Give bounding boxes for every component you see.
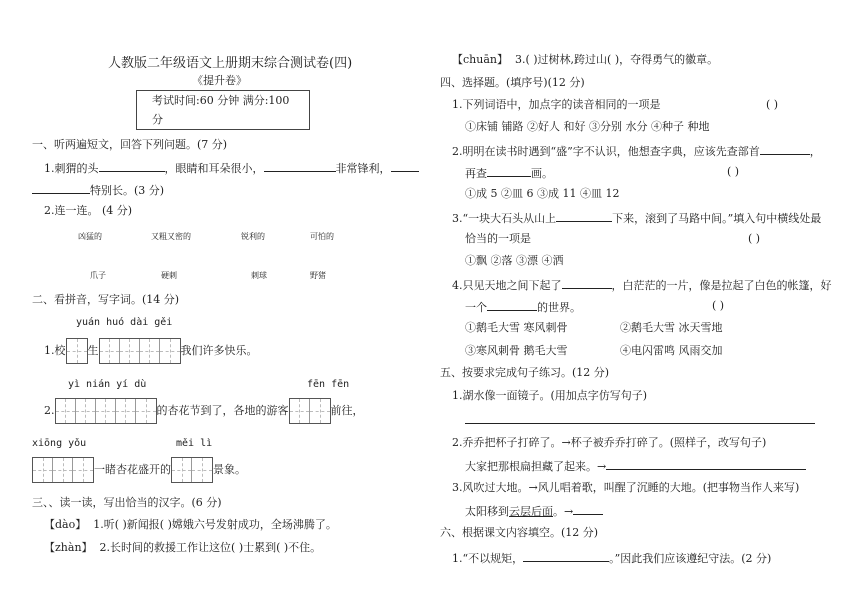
answer-blank[interactable] [556, 210, 612, 222]
q3-line2: 恰当的一项是 [465, 232, 531, 245]
q4-option-1: ①鹅毛大雪 寒风刺骨 [465, 321, 568, 334]
pinyin-row-2b: fēn fēn [307, 379, 350, 390]
q2-text-c: 再查 [465, 167, 487, 180]
q4-text-b: ，白茫茫的一片，像是拉起了白色的帐篷，好 [611, 279, 832, 292]
section-5-heading: 五、按要求完成句子练习。(12 分) [440, 366, 610, 379]
s3-line-2 [44, 541, 321, 555]
pinyin-tag: 【dào】 [44, 518, 87, 531]
q4-text-a: 4.只见天地之间下起了 [452, 279, 562, 292]
pinyin-tag: 【chuān】 [452, 53, 508, 66]
p2-text-a: 2. [44, 404, 55, 417]
pinyin-row-3a: xiōng yǒu [32, 438, 87, 449]
q2-line2 [465, 165, 553, 181]
p2-text-c: 前往， [330, 404, 364, 417]
answer-blank[interactable] [99, 160, 165, 172]
s5-q1: 1.湖水像一面镜子。(用加点字仿写句子) [452, 389, 648, 402]
q3-paren: ( ) [748, 232, 761, 245]
answer-blank[interactable] [32, 182, 90, 194]
answer-blank[interactable] [760, 143, 810, 155]
s5-q3-example [465, 503, 603, 519]
char-grid[interactable] [171, 457, 213, 483]
s3-line-3-text: 3.( )过树林,跨过山( )，夺得勇气的徽章。 [514, 53, 719, 66]
match-top-2: 又粗又密的 [151, 232, 191, 241]
s1-q1-text-b: ，眼睛和耳朵很小， [164, 162, 264, 175]
exam-info-line2: 分 [152, 113, 163, 126]
char-grid[interactable] [66, 338, 88, 364]
s3-line-1-text: 1.听( )新闻报( )嫦娥六号发射成功，全场沸腾了。 [93, 518, 337, 531]
q4-paren: ( ) [712, 299, 725, 312]
q4-text-d: 的世界。 [537, 301, 581, 314]
s5-q2-example-text: 大家把那根扁担藏了起来。→ [465, 460, 607, 473]
char-grid[interactable] [32, 457, 94, 483]
p3-text-b: 景象。 [213, 463, 246, 476]
p1-text-a: 1.校 [44, 344, 66, 357]
section-3-heading: 三、、读一读，写出恰当的汉字。(6 分) [32, 496, 222, 509]
s3-line-2-text: 2.长时间的救援工作让这位( )士累到( )不住。 [99, 541, 322, 554]
answer-blank[interactable] [487, 299, 537, 311]
s5-q3-underlined: 云层后面 [509, 505, 553, 518]
q4-text-c: 一个 [465, 301, 487, 314]
q2-options: ①成 5 ②皿 6 ③成 11 ④皿 12 [465, 187, 620, 200]
match-bottom-2: 硬刺 [161, 271, 177, 280]
answer-blank[interactable] [264, 160, 336, 172]
p3-text-a: 一睹杏花盛开的 [94, 463, 171, 476]
match-top-1: 凶猛的 [78, 232, 102, 241]
s1-q1-text-a: 1.刺猬的头 [44, 162, 99, 175]
pinyin-row-2a: yì nián yí dù [68, 379, 147, 390]
s1-q1-text-d: 特别长。(3 分) [90, 184, 165, 197]
q1-options: ①床铺 铺路 ②好人 和好 ③分别 水分 ④种子 种地 [465, 120, 710, 133]
s6-q1-text-a: 1.“不以规矩， [452, 552, 524, 565]
answer-blank[interactable] [606, 458, 806, 470]
page-title: 人教版二年级语文上册期末综合测试卷(四) [108, 56, 353, 71]
match-bottom-1: 爪子 [90, 271, 106, 280]
s1-q2: 2.连一连。 (4 分) [44, 204, 133, 217]
q2-line1 [452, 143, 821, 159]
answer-line[interactable] [465, 412, 815, 424]
answer-blank[interactable] [391, 160, 419, 172]
s5-q3-text-a: 太阳移到 [465, 505, 509, 518]
answer-blank[interactable] [487, 165, 531, 177]
section-4-heading: 四、选择题。(填序号)(12 分) [440, 76, 585, 89]
section-1-heading: 一、听两遍短文，回答下列问题。(7 分) [32, 138, 228, 151]
section-2-heading: 二、看拼音，写字词。(14 分) [32, 293, 180, 306]
s5-q3: 3.风吹过大地。→风儿唱着歌，叫醒了沉睡的大地。(把事物当作人来写) [452, 481, 800, 494]
pinyin-tag: 【zhàn】 [44, 541, 93, 554]
char-grid[interactable] [55, 398, 157, 424]
match-top-4: 可怕的 [310, 232, 334, 241]
q2-text-d: 画。 [531, 167, 553, 180]
p2-text-b: 的杏花节到了，各地的游客 [156, 404, 289, 417]
s6-q1 [452, 550, 771, 566]
match-bottom-3: 刺球 [251, 271, 267, 280]
s1-q1-line2 [32, 182, 164, 198]
match-top-3: 锐利的 [241, 232, 265, 241]
q3-line1 [452, 210, 821, 226]
char-grid[interactable] [99, 338, 181, 364]
q4-option-3: ③寒风刺骨 鹅毛大雪 [465, 344, 568, 357]
char-grid[interactable] [289, 398, 331, 424]
s6-q1-text-b: 。”因此我们应该遵纪守法。(2 分) [609, 552, 772, 565]
q3-text-b: 下来，滚到了马路中间。”填入句中横线处最 [612, 212, 822, 225]
q2-text-b: ， [809, 145, 821, 158]
s3-line-3 [452, 53, 718, 67]
s5-q3-text-c: 。→ [553, 505, 574, 518]
q3-text-a: 3.“一块大石头从山上 [452, 212, 557, 225]
q4-line1 [452, 277, 832, 293]
writing-row-1 [44, 338, 258, 364]
s1-q1-line1 [44, 160, 419, 176]
q2-paren: ( ) [727, 165, 740, 178]
answer-blank[interactable] [573, 503, 603, 515]
writing-row-2 [44, 398, 364, 424]
q2-text-a: 2.明明在读书时遇到“盛”字不认识，他想查字典，应该先查部首 [452, 145, 760, 158]
section-6-heading: 六、根据课文内容填空。(12 分) [440, 526, 599, 539]
q1-text: 1.下列词语中，加点字的读音相同的一项是 [452, 98, 661, 111]
pinyin-row-3b: měi lì [176, 438, 213, 449]
pinyin-row-1: yuán huó dài gěi [76, 317, 173, 328]
q4-option-4: ④电闪雷鸣 风雨交加 [620, 344, 723, 357]
match-bottom-4: 野猪 [310, 271, 326, 280]
q4-option-2: ②鹅毛大雪 冰天雪地 [620, 321, 723, 334]
answer-blank[interactable] [562, 277, 612, 289]
p1-text-c: 我们许多快乐。 [180, 344, 258, 357]
q4-line2 [465, 299, 581, 315]
subtitle: 《提升卷》 [192, 74, 247, 87]
p1-text-b: 生 [87, 344, 99, 357]
answer-blank[interactable] [523, 550, 609, 562]
s5-q2: 2.乔乔把杯子打碎了。→杯子被乔乔打碎了。(照样子，改写句子) [452, 436, 767, 449]
exam-info-line1: 考试时间:60 分钟 满分:100 [152, 94, 290, 107]
q1-paren: ( ) [766, 98, 779, 111]
s3-line-1 [44, 518, 337, 532]
s1-q1-text-c: 非常锋利， [335, 162, 391, 175]
writing-row-3 [32, 457, 246, 483]
s5-q2-example [465, 458, 806, 474]
q3-options: ①飘 ②落 ③漂 ④洒 [465, 254, 564, 267]
